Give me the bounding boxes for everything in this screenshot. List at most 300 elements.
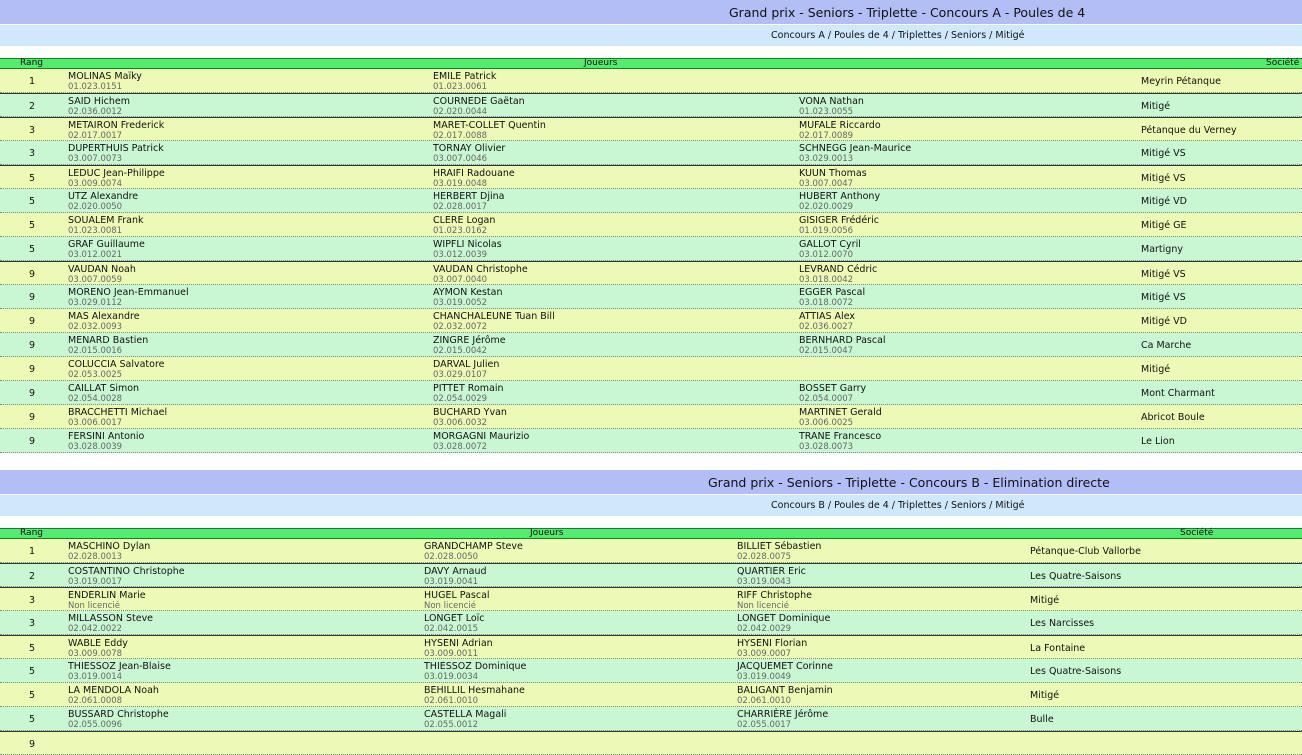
player-name: MENARD Bastien (68, 335, 149, 346)
player-name: LONGET Loïc (424, 613, 485, 624)
player-name: RIFF Christophe (737, 590, 812, 601)
player-name: SCHNEGG Jean-Maurice (799, 143, 912, 154)
player-cell (799, 407, 882, 428)
rank-cell: 5 (28, 714, 36, 725)
player-license: 02.017.0017 (68, 131, 123, 141)
rank-cell: 1 (28, 546, 36, 557)
player-cell (799, 431, 881, 452)
player-name: MILLASSON Steve (68, 613, 154, 624)
player-name: MORENO Jean-Emmanuel (68, 287, 189, 298)
player-cell (433, 71, 496, 92)
player-license: 02.053.0025 (68, 370, 123, 380)
player-license: 02.028.0075 (737, 552, 792, 562)
player-license: 02.017.0089 (799, 131, 854, 141)
player-name: DAVY Arnaud (424, 566, 487, 577)
player-cell (433, 143, 505, 164)
club-cell: Mitigé VD (1141, 316, 1187, 327)
player-license: Non licencié (424, 601, 476, 611)
club-cell: La Fontaine (1030, 643, 1086, 654)
player-cell (68, 431, 144, 452)
player-cell (433, 383, 504, 404)
player-cell (433, 215, 495, 236)
player-cell (433, 264, 528, 285)
player-cell (737, 661, 833, 682)
results-table-b (0, 528, 1302, 755)
player-license: 01.023.0151 (68, 82, 123, 92)
player-name: CLERE Logan (433, 215, 496, 226)
player-name: FERSINI Antonio (68, 431, 145, 442)
player-name: VAUDAN Christophe (433, 264, 528, 275)
player-license: 01.019.0056 (799, 226, 854, 236)
player-cell (68, 709, 169, 730)
player-name: HYSENI Florian (737, 638, 808, 649)
club-cell: Mont Charmant (1141, 388, 1215, 399)
player-cell (68, 311, 140, 332)
player-license: 03.029.0107 (433, 370, 488, 380)
player-name: MORGAGNI Maurizio (433, 431, 530, 442)
player-cell (68, 661, 171, 682)
table-row (0, 69, 1302, 93)
player-license: 03.007.0046 (433, 154, 488, 164)
player-cell (68, 590, 146, 611)
rank-cell: 9 (28, 340, 36, 351)
section-concours-b (0, 470, 1302, 755)
player-license: 03.007.0040 (433, 275, 488, 285)
player-license: 03.028.0039 (68, 442, 123, 452)
table-row (0, 587, 1302, 611)
player-cell (68, 191, 138, 212)
table-row (0, 333, 1302, 357)
player-cell (799, 264, 877, 285)
player-cell (68, 407, 167, 428)
player-cell (799, 239, 861, 260)
header-societe: Société (1266, 58, 1300, 68)
player-name: EMILE Patrick (433, 71, 497, 82)
player-license: 02.061.0008 (68, 696, 123, 706)
player-license: 03.007.0073 (68, 154, 123, 164)
player-name: EGGER Pascal (799, 287, 866, 298)
player-cell (433, 168, 515, 189)
player-cell (737, 709, 828, 730)
player-name: GRANDCHAMP Steve (424, 541, 523, 552)
player-cell (737, 566, 806, 587)
player-cell (68, 613, 153, 634)
player-name: VONA Nathan (799, 96, 864, 107)
player-name: MARTINET Gerald (799, 407, 882, 418)
player-name: HUGEL Pascal (424, 590, 490, 601)
player-license: 02.055.0017 (737, 720, 792, 730)
player-cell (68, 264, 136, 285)
table-row (0, 707, 1302, 731)
player-name: LEDUC Jean-Philippe (68, 168, 165, 179)
player-cell (433, 120, 546, 141)
header-joueurs: Joueurs (530, 528, 564, 538)
player-license: 03.007.0059 (68, 275, 123, 285)
player-name: SAID Hichem (68, 96, 130, 107)
player-license: 02.061.0010 (424, 696, 479, 706)
player-license: 03.006.0017 (68, 418, 123, 428)
player-cell (424, 709, 506, 730)
player-cell (68, 566, 185, 587)
header-rang: Rang (20, 58, 43, 68)
player-name: CHARRIÈRE Jérôme (737, 709, 829, 720)
club-cell: Bulle (1030, 714, 1054, 725)
player-name: BILLIET Sébastien (737, 541, 822, 552)
player-name: BRACCHETTI Michael (68, 407, 168, 418)
player-name: SOUALEM Frank (68, 215, 144, 226)
player-name: MASCHINO Dylan (68, 541, 151, 552)
player-cell (68, 335, 148, 356)
player-license: 03.029.0013 (799, 154, 854, 164)
player-cell (433, 191, 504, 212)
player-name: HUBERT Anthony (799, 191, 881, 202)
player-cell (799, 96, 864, 117)
rank-cell: 5 (28, 220, 36, 231)
player-license: 02.055.0096 (68, 720, 123, 730)
player-license: 03.009.0011 (424, 649, 479, 659)
table-a-body (0, 69, 1302, 453)
player-license: 03.019.0017 (68, 577, 123, 587)
player-name: DARVAL Julien (433, 359, 500, 370)
section-a-subtitle: Concours A / Poules de 4 / Triplettes / Seniors / Mitigé (771, 30, 1025, 41)
table-row (0, 405, 1302, 429)
section-a-title: Grand prix - Seniors - Triplette - Concours A - Poules de 4 (729, 4, 1086, 20)
rank-cell: 9 (28, 292, 36, 303)
player-name: GALLOT Cyril (799, 239, 861, 250)
player-license: 01.023.0061 (433, 82, 488, 92)
table-row (0, 141, 1302, 165)
table-row (0, 659, 1302, 683)
player-name: METAIRON Frederick (68, 120, 165, 131)
player-license: 02.028.0017 (433, 202, 488, 212)
header-joueurs: Joueurs (584, 58, 618, 68)
player-name: UTZ Alexandre (68, 191, 139, 202)
player-name: MOLINAS Maïky (68, 71, 142, 82)
player-name: TORNAY Olivier (433, 143, 506, 154)
player-name: QUARTIER Eric (737, 566, 806, 577)
player-name: THIESSOZ Jean-Blaise (68, 661, 171, 672)
rank-cell: 5 (28, 173, 36, 184)
club-cell: Mitigé GE (1141, 220, 1187, 231)
player-license: 02.054.0007 (799, 394, 854, 404)
section-b-subtitle: Concours B / Poules de 4 / Triplettes / Seniors / Mitigé (771, 500, 1025, 511)
player-license: 03.009.0078 (68, 649, 123, 659)
player-license: 02.032.0093 (68, 322, 123, 332)
player-cell (433, 335, 506, 356)
player-license: 03.019.0052 (433, 298, 488, 308)
player-cell (433, 431, 529, 452)
player-name: MARET-COLLET Quentin (433, 120, 546, 131)
player-name: KUUN Thomas (799, 168, 867, 179)
player-name: BERNHARD Pascal (799, 335, 886, 346)
player-cell (737, 541, 821, 562)
rank-cell: 9 (28, 436, 36, 447)
player-license: 02.020.0044 (433, 107, 488, 117)
club-cell: Mitigé VS (1141, 292, 1186, 303)
rank-cell: 2 (28, 571, 36, 582)
player-name: WABLE Eddy (68, 638, 128, 649)
club-cell: Les Narcisses (1030, 618, 1095, 629)
player-cell (737, 685, 833, 706)
header-rang: Rang (20, 528, 43, 538)
player-name: MUFALE Riccardo (799, 120, 881, 131)
table-b-body (0, 539, 1302, 755)
player-cell (424, 685, 525, 706)
rank-cell: 9 (28, 364, 36, 375)
table-row (0, 357, 1302, 381)
player-cell (68, 120, 164, 141)
club-cell: Pétanque-Club Vallorbe (1030, 546, 1141, 557)
rank-cell: 9 (28, 739, 36, 750)
table-row (0, 261, 1302, 285)
table-row (0, 635, 1302, 659)
player-cell (68, 541, 150, 562)
player-license: 03.019.0049 (737, 672, 792, 682)
section-a-subtitle-bar (0, 25, 1302, 46)
player-license: 03.019.0048 (433, 179, 488, 189)
club-cell: Mitigé VS (1141, 148, 1186, 159)
player-license: 03.006.0025 (799, 418, 854, 428)
player-name: ZINGRE Jérôme (433, 335, 506, 346)
player-name: LEVRAND Cédric (799, 264, 878, 275)
player-cell (424, 638, 493, 659)
rank-cell: 9 (28, 412, 36, 423)
player-cell (799, 120, 881, 141)
table-row (0, 117, 1302, 141)
player-cell (737, 590, 812, 611)
club-cell: Les Quatre-Saisons (1030, 666, 1122, 677)
player-license: 03.019.0041 (424, 577, 479, 587)
rank-cell: 3 (28, 148, 36, 159)
player-license: 02.015.0042 (433, 346, 488, 356)
player-license: 03.019.0043 (737, 577, 792, 587)
club-cell: Pétanque du Verney (1141, 125, 1237, 136)
player-license: 03.006.0032 (433, 418, 488, 428)
rank-cell: 5 (28, 666, 36, 677)
player-license: 02.028.0013 (68, 552, 123, 562)
player-license: 03.028.0073 (799, 442, 854, 452)
player-cell (424, 541, 523, 562)
rank-cell: 9 (28, 316, 36, 327)
table-row (0, 285, 1302, 309)
club-cell: Abricot Boule (1141, 412, 1205, 423)
table-row (0, 731, 1302, 755)
player-license: 01.023.0162 (433, 226, 488, 236)
results-table-a (0, 58, 1302, 453)
player-name: TRANE Francesco (799, 431, 882, 442)
player-name: AYMON Kestan (433, 287, 503, 298)
player-license: 03.029.0112 (68, 298, 123, 308)
player-cell (68, 638, 128, 659)
player-license: 02.042.0029 (737, 624, 792, 634)
section-a-title-bar (0, 0, 1302, 24)
player-license: 03.009.0007 (737, 649, 792, 659)
club-cell: Mitigé (1141, 101, 1171, 112)
player-license: 02.061.0010 (737, 696, 792, 706)
club-cell: Martigny (1141, 244, 1183, 255)
player-cell (424, 590, 490, 611)
rank-cell: 1 (28, 76, 36, 87)
table-row (0, 237, 1302, 261)
player-cell (799, 311, 855, 332)
rank-cell: 3 (28, 595, 36, 606)
player-name: ATTIAS Alex (799, 311, 855, 322)
player-cell (737, 638, 807, 659)
player-cell (433, 96, 525, 117)
player-name: BEHILLIL Hesmahane (424, 685, 525, 696)
player-license: 01.023.0055 (799, 107, 854, 117)
player-name: BOSSET Garry (799, 383, 867, 394)
player-name: LA MENDOLA Noah (68, 685, 159, 696)
table-b-header (0, 528, 1302, 539)
player-name: WIPFLI Nicolas (433, 239, 502, 250)
club-cell: Mitigé VS (1141, 269, 1186, 280)
player-name: JACQUEMET Corinne (737, 661, 833, 672)
player-license: 02.042.0015 (424, 624, 479, 634)
table-row (0, 683, 1302, 707)
rank-cell: 5 (28, 244, 36, 255)
player-name: CHANCHALEUNE Tuan Bill (433, 311, 555, 322)
table-row (0, 309, 1302, 333)
player-name: COURNEDE Gaëtan (433, 96, 525, 107)
player-name: PITTET Romain (433, 383, 504, 394)
section-b-title: Grand prix - Seniors - Triplette - Concours B - Elimination directe (708, 474, 1110, 490)
rank-cell: 3 (28, 125, 36, 136)
player-cell (68, 359, 164, 380)
player-cell (68, 168, 165, 189)
table-row (0, 539, 1302, 563)
player-cell (799, 143, 911, 164)
player-name: BALIGANT Benjamin (737, 685, 833, 696)
table-row (0, 611, 1302, 635)
player-license: Non licencié (737, 601, 789, 611)
rank-cell: 9 (28, 269, 36, 280)
player-name: DUPERTHUIS Patrick (68, 143, 164, 154)
table-a-header (0, 58, 1302, 69)
player-license: 02.054.0029 (433, 394, 488, 404)
section-b-subtitle-bar (0, 495, 1302, 516)
player-license: 02.042.0022 (68, 624, 123, 634)
player-cell (799, 191, 880, 212)
club-cell: Mitigé (1141, 364, 1171, 375)
table-row (0, 165, 1302, 189)
club-cell: Mitigé (1030, 595, 1060, 606)
player-name: LONGET Dominique (737, 613, 831, 624)
player-name: VAUDAN Noah (68, 264, 136, 275)
player-cell (433, 287, 502, 308)
player-cell (424, 661, 526, 682)
club-cell: Le Lion (1141, 436, 1175, 447)
player-cell (737, 613, 830, 634)
player-license: 02.036.0027 (799, 322, 854, 332)
player-license: 03.009.0074 (68, 179, 123, 189)
player-cell (68, 685, 159, 706)
player-name: GISIGER Frédéric (799, 215, 879, 226)
player-license: 03.028.0072 (433, 442, 488, 452)
table-row (0, 213, 1302, 237)
player-cell (433, 407, 507, 428)
table-row (0, 93, 1302, 117)
player-license: 03.019.0034 (424, 672, 479, 682)
player-name: HERBERT Djina (433, 191, 505, 202)
player-cell (799, 287, 865, 308)
player-license: 02.055.0012 (424, 720, 479, 730)
player-name: BUCHARD Yvan (433, 407, 507, 418)
player-name: COLUCCIA Salvatore (68, 359, 165, 370)
club-cell: Mitigé VD (1141, 196, 1187, 207)
player-cell (68, 287, 189, 308)
player-license: 02.028.0050 (424, 552, 479, 562)
player-name: COSTANTINO Christophe (68, 566, 185, 577)
player-name: MAS Alexandre (68, 311, 140, 322)
player-cell (68, 143, 164, 164)
player-license: 02.054.0028 (68, 394, 123, 404)
player-cell (433, 359, 499, 380)
player-name: HYSENI Adrian (424, 638, 493, 649)
club-cell: Meyrin Pétanque (1141, 76, 1221, 87)
player-cell (799, 335, 886, 356)
table-row (0, 563, 1302, 587)
player-license: 02.015.0016 (68, 346, 123, 356)
player-cell (799, 215, 879, 236)
player-cell (68, 96, 130, 117)
club-cell: Les Quatre-Saisons (1030, 571, 1122, 582)
player-name: CASTELLA Magali (424, 709, 507, 720)
player-license: 02.032.0072 (433, 322, 488, 332)
player-license: 03.018.0072 (799, 298, 854, 308)
table-row (0, 189, 1302, 213)
table-row (0, 381, 1302, 405)
player-license: 03.012.0039 (433, 250, 488, 260)
player-cell (68, 215, 144, 236)
player-cell (68, 239, 145, 260)
rank-cell: 5 (28, 196, 36, 207)
player-name: CAILLAT Simon (68, 383, 140, 394)
player-license: 01.023.0081 (68, 226, 123, 236)
rank-cell: 2 (28, 101, 36, 112)
club-cell: Ca Marche (1141, 340, 1192, 351)
rank-cell: 5 (28, 690, 36, 701)
header-societe: Société (1180, 528, 1214, 538)
rank-cell: 5 (28, 643, 36, 654)
player-cell (424, 566, 487, 587)
club-cell: Mitigé (1030, 690, 1060, 701)
rank-cell: 9 (28, 388, 36, 399)
player-license: 02.020.0050 (68, 202, 123, 212)
player-license: 03.007.0047 (799, 179, 854, 189)
player-name: GRAF Guillaume (68, 239, 145, 250)
player-name: THIESSOZ Dominique (424, 661, 527, 672)
player-license: Non licencié (68, 601, 120, 611)
player-license: 03.018.0042 (799, 275, 854, 285)
player-license: 02.015.0047 (799, 346, 854, 356)
player-name: ENDERLIN Marie (68, 590, 146, 601)
player-name: BUSSARD Christophe (68, 709, 169, 720)
player-license: 02.020.0029 (799, 202, 854, 212)
player-license: 03.012.0021 (68, 250, 123, 260)
player-license: 03.012.0070 (799, 250, 854, 260)
player-license: 02.017.0088 (433, 131, 488, 141)
player-name: HRAIFI Radouane (433, 168, 515, 179)
player-cell (433, 239, 502, 260)
player-cell (799, 383, 866, 404)
club-cell: Mitigé VS (1141, 173, 1186, 184)
table-row (0, 429, 1302, 453)
rank-cell: 3 (28, 618, 36, 629)
player-cell (433, 311, 555, 332)
player-cell (68, 71, 142, 92)
player-license: 03.019.0014 (68, 672, 123, 682)
